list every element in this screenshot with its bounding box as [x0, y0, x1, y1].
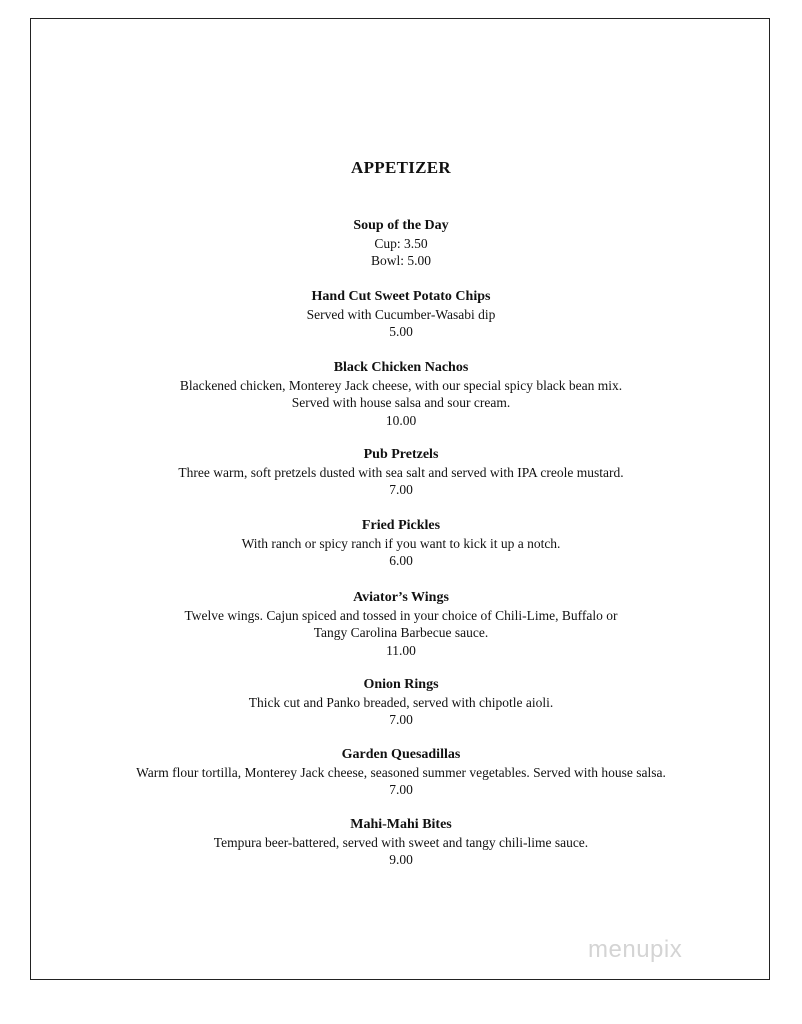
item-price: 7.00 [389, 712, 413, 727]
menu-item-soup-of-the-day [0, 217, 802, 270]
item-price: 10.00 [385, 412, 417, 428]
menu-item-black-chicken-nachos [0, 359, 802, 429]
watermark-logo: menupix [588, 936, 683, 963]
item-name: Pub Pretzels [363, 447, 439, 462]
item-price: 7.00 [389, 782, 413, 797]
item-name: Aviator’s Wings [353, 590, 449, 605]
item-price: 7.00 [389, 482, 413, 497]
item-description: Tempura beer-battered, served with sweet and tangy chili-lime sauce. [213, 834, 589, 850]
menu-item-aviators-wings [0, 589, 802, 659]
item-name: Garden Quesadillas [341, 747, 461, 762]
item-description: Twelve wings. Cajun spiced and tossed in your choice of Chili-Lime, Buffalo or [184, 607, 618, 623]
item-price: 9.00 [389, 852, 413, 867]
item-name: Mahi-Mahi Bites [350, 817, 452, 832]
menu-item-pub-pretzels [0, 446, 802, 499]
item-price: 5.00 [389, 324, 413, 339]
menu-item-fried-pickles [0, 517, 802, 570]
item-name: Soup of the Day [353, 218, 449, 233]
item-name: Black Chicken Nachos [333, 360, 469, 375]
item-price-cup: Cup: 3.50 [374, 235, 428, 251]
item-name: Fried Pickles [361, 518, 441, 533]
item-price: 11.00 [386, 642, 416, 658]
item-description: Served with house salsa and sour cream. [291, 395, 511, 410]
item-name: Onion Rings [363, 677, 439, 692]
menu-item-onion-rings [0, 676, 802, 729]
item-description: Three warm, soft pretzels dusted with sea salt and served with IPA creole mustard. [178, 464, 624, 480]
section-heading: APPETIZER [351, 158, 451, 177]
item-price: 6.00 [389, 553, 413, 568]
item-description: Warm flour tortilla, Monterey Jack cheese, seasoned summer vegetables. Served with house salsa. [136, 764, 666, 780]
item-description: Blackened chicken, Monterey Jack cheese, with our special spicy black bean mix. [179, 377, 623, 393]
menu-item-garden-quesadillas [0, 746, 802, 799]
menu-item-sweet-potato-chips [0, 288, 802, 341]
menu-item-mahi-mahi-bites [0, 816, 802, 869]
item-description: Served with Cucumber-Wasabi dip [306, 306, 496, 322]
item-description: Tangy Carolina Barbecue sauce. [313, 625, 489, 640]
item-name: Hand Cut Sweet Potato Chips [311, 289, 491, 304]
item-description: Thick cut and Panko breaded, served with chipotle aioli. [248, 694, 554, 710]
item-price-bowl: Bowl: 5.00 [370, 253, 431, 268]
item-description: With ranch or spicy ranch if you want to kick it up a notch. [241, 535, 561, 551]
